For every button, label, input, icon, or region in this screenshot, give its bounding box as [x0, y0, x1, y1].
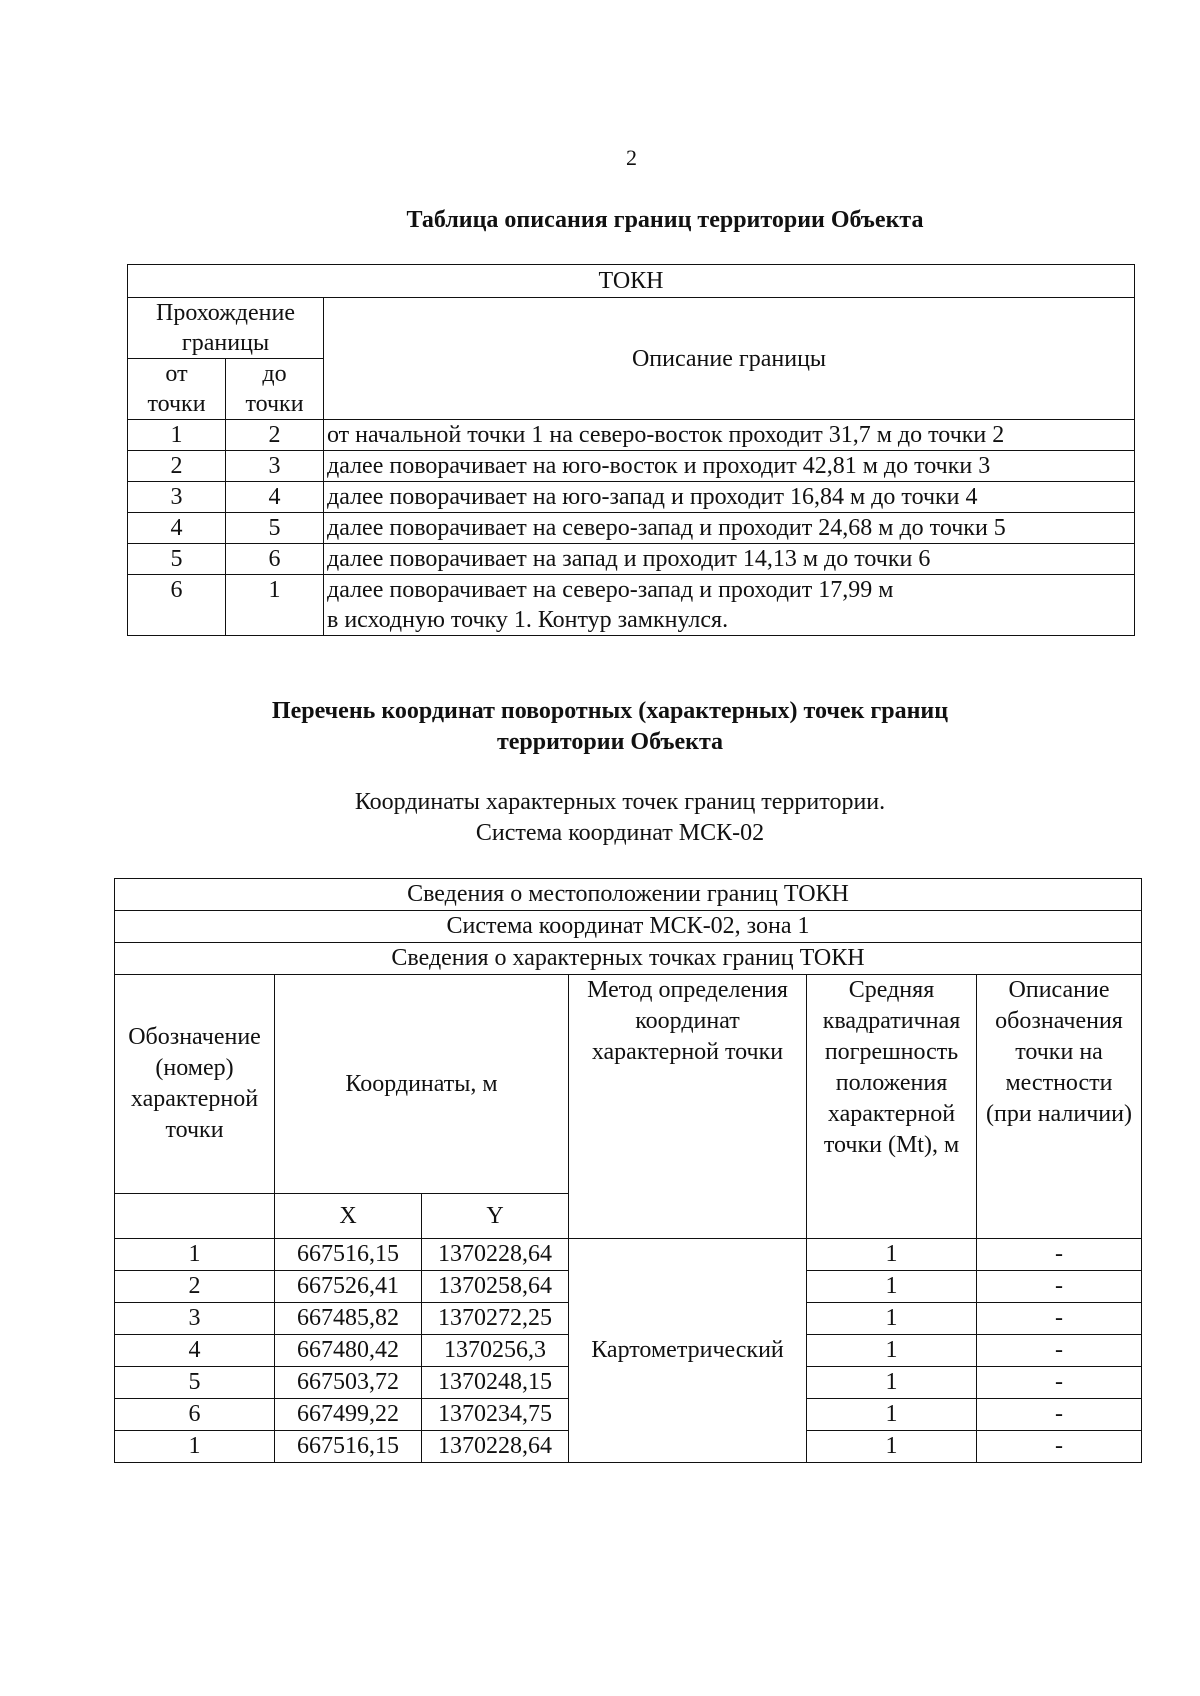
point-number: 5 — [115, 1367, 275, 1399]
from-point: 2 — [128, 451, 226, 482]
point-description-value: - — [977, 1335, 1142, 1367]
point-description-header — [977, 975, 1142, 1239]
point-description-value: - — [977, 1431, 1142, 1463]
x-header: X — [275, 1194, 422, 1239]
header-line: Метод определения — [587, 977, 788, 1003]
from-header-line2: точки — [147, 391, 206, 417]
from-point-header — [128, 359, 226, 420]
to-header-line2: точки — [245, 391, 304, 417]
to-header-line1: до — [262, 361, 287, 387]
header-line: координат — [635, 1008, 740, 1034]
boundary-description-line1: далее поворачивает на северо-запад и проходит 24,68 м до точки 5 — [327, 515, 1006, 541]
coord-header-points: Сведения о характерных точках границ ТОКН — [115, 943, 1142, 975]
x-coordinate: 667516,15 — [275, 1239, 422, 1271]
x-coordinate: 667480,42 — [275, 1335, 422, 1367]
page-number: 2 — [626, 145, 637, 170]
to-point: 4 — [226, 482, 324, 513]
boundary-description — [324, 513, 1135, 544]
from-point: 1 — [128, 420, 226, 451]
header-line: точки — [165, 1117, 224, 1143]
y-coordinate: 1370248,15 — [422, 1367, 569, 1399]
coordinates-subtitle-line1: Координаты характерных точек границ территории. — [354, 789, 886, 815]
boundary-description-line1: далее поворачивает на запад и проходит 14,13 м до точки 6 — [327, 546, 931, 572]
y-coordinate: 1370228,64 — [422, 1431, 569, 1463]
coord-header-location: Сведения о местоположении границ ТОКН — [115, 879, 1142, 911]
x-coordinate: 667526,41 — [275, 1271, 422, 1303]
boundary-row — [128, 451, 1135, 482]
from-point: 3 — [128, 482, 226, 513]
point-description-value: - — [977, 1367, 1142, 1399]
header-line: положения — [835, 1070, 948, 1096]
point-number: 1 — [115, 1431, 275, 1463]
boundary-description — [324, 482, 1135, 513]
to-point: 1 — [226, 575, 324, 636]
x-coordinate: 667499,22 — [275, 1399, 422, 1431]
boundary-table-title: Таблица описания границ территории Объекта — [406, 207, 924, 233]
header-line: (при наличии) — [986, 1101, 1132, 1127]
boundary-description-line1: далее поворачивает на юго-запад и проходит 16,84 м до точки 4 — [327, 484, 978, 510]
point-description-value: - — [977, 1239, 1142, 1271]
to-point-header — [226, 359, 324, 420]
header-line: характерной — [130, 1086, 259, 1112]
header-line: (номер) — [155, 1055, 234, 1081]
point-number: 3 — [115, 1303, 275, 1335]
header-line: Описание — [1008, 977, 1110, 1003]
boundary-description — [324, 451, 1135, 482]
to-point: 3 — [226, 451, 324, 482]
coordinates-header: Координаты, м — [275, 975, 569, 1194]
boundary-description-line1: далее поворачивает на северо-запад и проходит 17,99 м — [327, 577, 894, 603]
point-description-value: - — [977, 1399, 1142, 1431]
boundary-row — [128, 482, 1135, 513]
designation-subheader — [115, 1194, 275, 1239]
header-line: точки на — [1015, 1039, 1103, 1065]
point-description-value: - — [977, 1303, 1142, 1335]
header-line: обозначения — [995, 1008, 1123, 1034]
passage-header — [128, 298, 324, 359]
boundary-description — [324, 575, 1135, 636]
header-line: характерной точки — [591, 1039, 784, 1065]
point-description-value: - — [977, 1271, 1142, 1303]
point-number: 4 — [115, 1335, 275, 1367]
boundary-row — [128, 544, 1135, 575]
error-value: 1 — [807, 1303, 977, 1335]
y-coordinate: 1370228,64 — [422, 1239, 569, 1271]
point-number: 2 — [115, 1271, 275, 1303]
coordinates-table — [114, 878, 1142, 1463]
boundary-row — [128, 513, 1135, 544]
header-line: местности — [1005, 1070, 1113, 1096]
header-line: Обозначение — [128, 1024, 261, 1050]
error-value: 1 — [807, 1367, 977, 1399]
error-value: 1 — [807, 1431, 977, 1463]
x-coordinate: 667485,82 — [275, 1303, 422, 1335]
point-number: 1 — [115, 1239, 275, 1271]
method-value: Картометрический — [569, 1239, 807, 1463]
x-coordinate: 667516,15 — [275, 1431, 422, 1463]
boundary-description-line1: от начальной точки 1 на северо-восток проходит 31,7 м до точки 2 — [327, 422, 1005, 448]
header-line: точки (Mt), м — [823, 1132, 960, 1158]
coordinates-subtitle-line2: Система координат МСК-02 — [475, 820, 765, 846]
boundary-description — [324, 420, 1135, 451]
from-header-line1: от — [165, 361, 188, 387]
boundary-description — [324, 544, 1135, 575]
to-point: 6 — [226, 544, 324, 575]
error-value: 1 — [807, 1271, 977, 1303]
coordinate-row — [115, 1239, 1142, 1271]
coordinates-title-line1: Перечень координат поворотных (характерных) точек границ — [271, 698, 949, 724]
x-coordinate: 667503,72 — [275, 1367, 422, 1399]
to-point: 2 — [226, 420, 324, 451]
y-coordinate: 1370234,75 — [422, 1399, 569, 1431]
coordinates-title-line2: территории Объекта — [496, 729, 724, 755]
error-value: 1 — [807, 1335, 977, 1367]
boundary-row — [128, 420, 1135, 451]
boundary-table-caption: ТОКН — [128, 265, 1135, 298]
error-value: 1 — [807, 1399, 977, 1431]
coord-header-system: Система координат МСК-02, зона 1 — [115, 911, 1142, 943]
header-line: погрешность — [824, 1039, 959, 1065]
coordinates-section-title — [0, 696, 1200, 758]
coordinates-subtitle — [0, 787, 1200, 849]
y-coordinate: 1370258,64 — [422, 1271, 569, 1303]
to-point: 5 — [226, 513, 324, 544]
point-number: 6 — [115, 1399, 275, 1431]
y-coordinate: 1370272,25 — [422, 1303, 569, 1335]
from-point: 6 — [128, 575, 226, 636]
passage-header-line2: границы — [181, 330, 270, 356]
header-line: характерной — [827, 1101, 956, 1127]
designation-header — [115, 975, 275, 1194]
y-header: Y — [422, 1194, 569, 1239]
error-value: 1 — [807, 1239, 977, 1271]
boundary-row — [128, 575, 1135, 636]
description-header: Описание границы — [324, 298, 1135, 420]
passage-header-line1: Прохождение — [155, 300, 295, 326]
header-line: Средняя — [848, 977, 935, 1003]
from-point: 5 — [128, 544, 226, 575]
method-header — [569, 975, 807, 1239]
y-coordinate: 1370256,3 — [422, 1335, 569, 1367]
header-line: квадратичная — [822, 1008, 961, 1034]
from-point: 4 — [128, 513, 226, 544]
boundary-description-table — [127, 264, 1135, 636]
boundary-description-line2: в исходную точку 1. Контур замкнулся. — [327, 607, 729, 633]
boundary-description-line1: далее поворачивает на юго-восток и проходит 42,81 м до точки 3 — [327, 453, 991, 479]
error-header — [807, 975, 977, 1239]
